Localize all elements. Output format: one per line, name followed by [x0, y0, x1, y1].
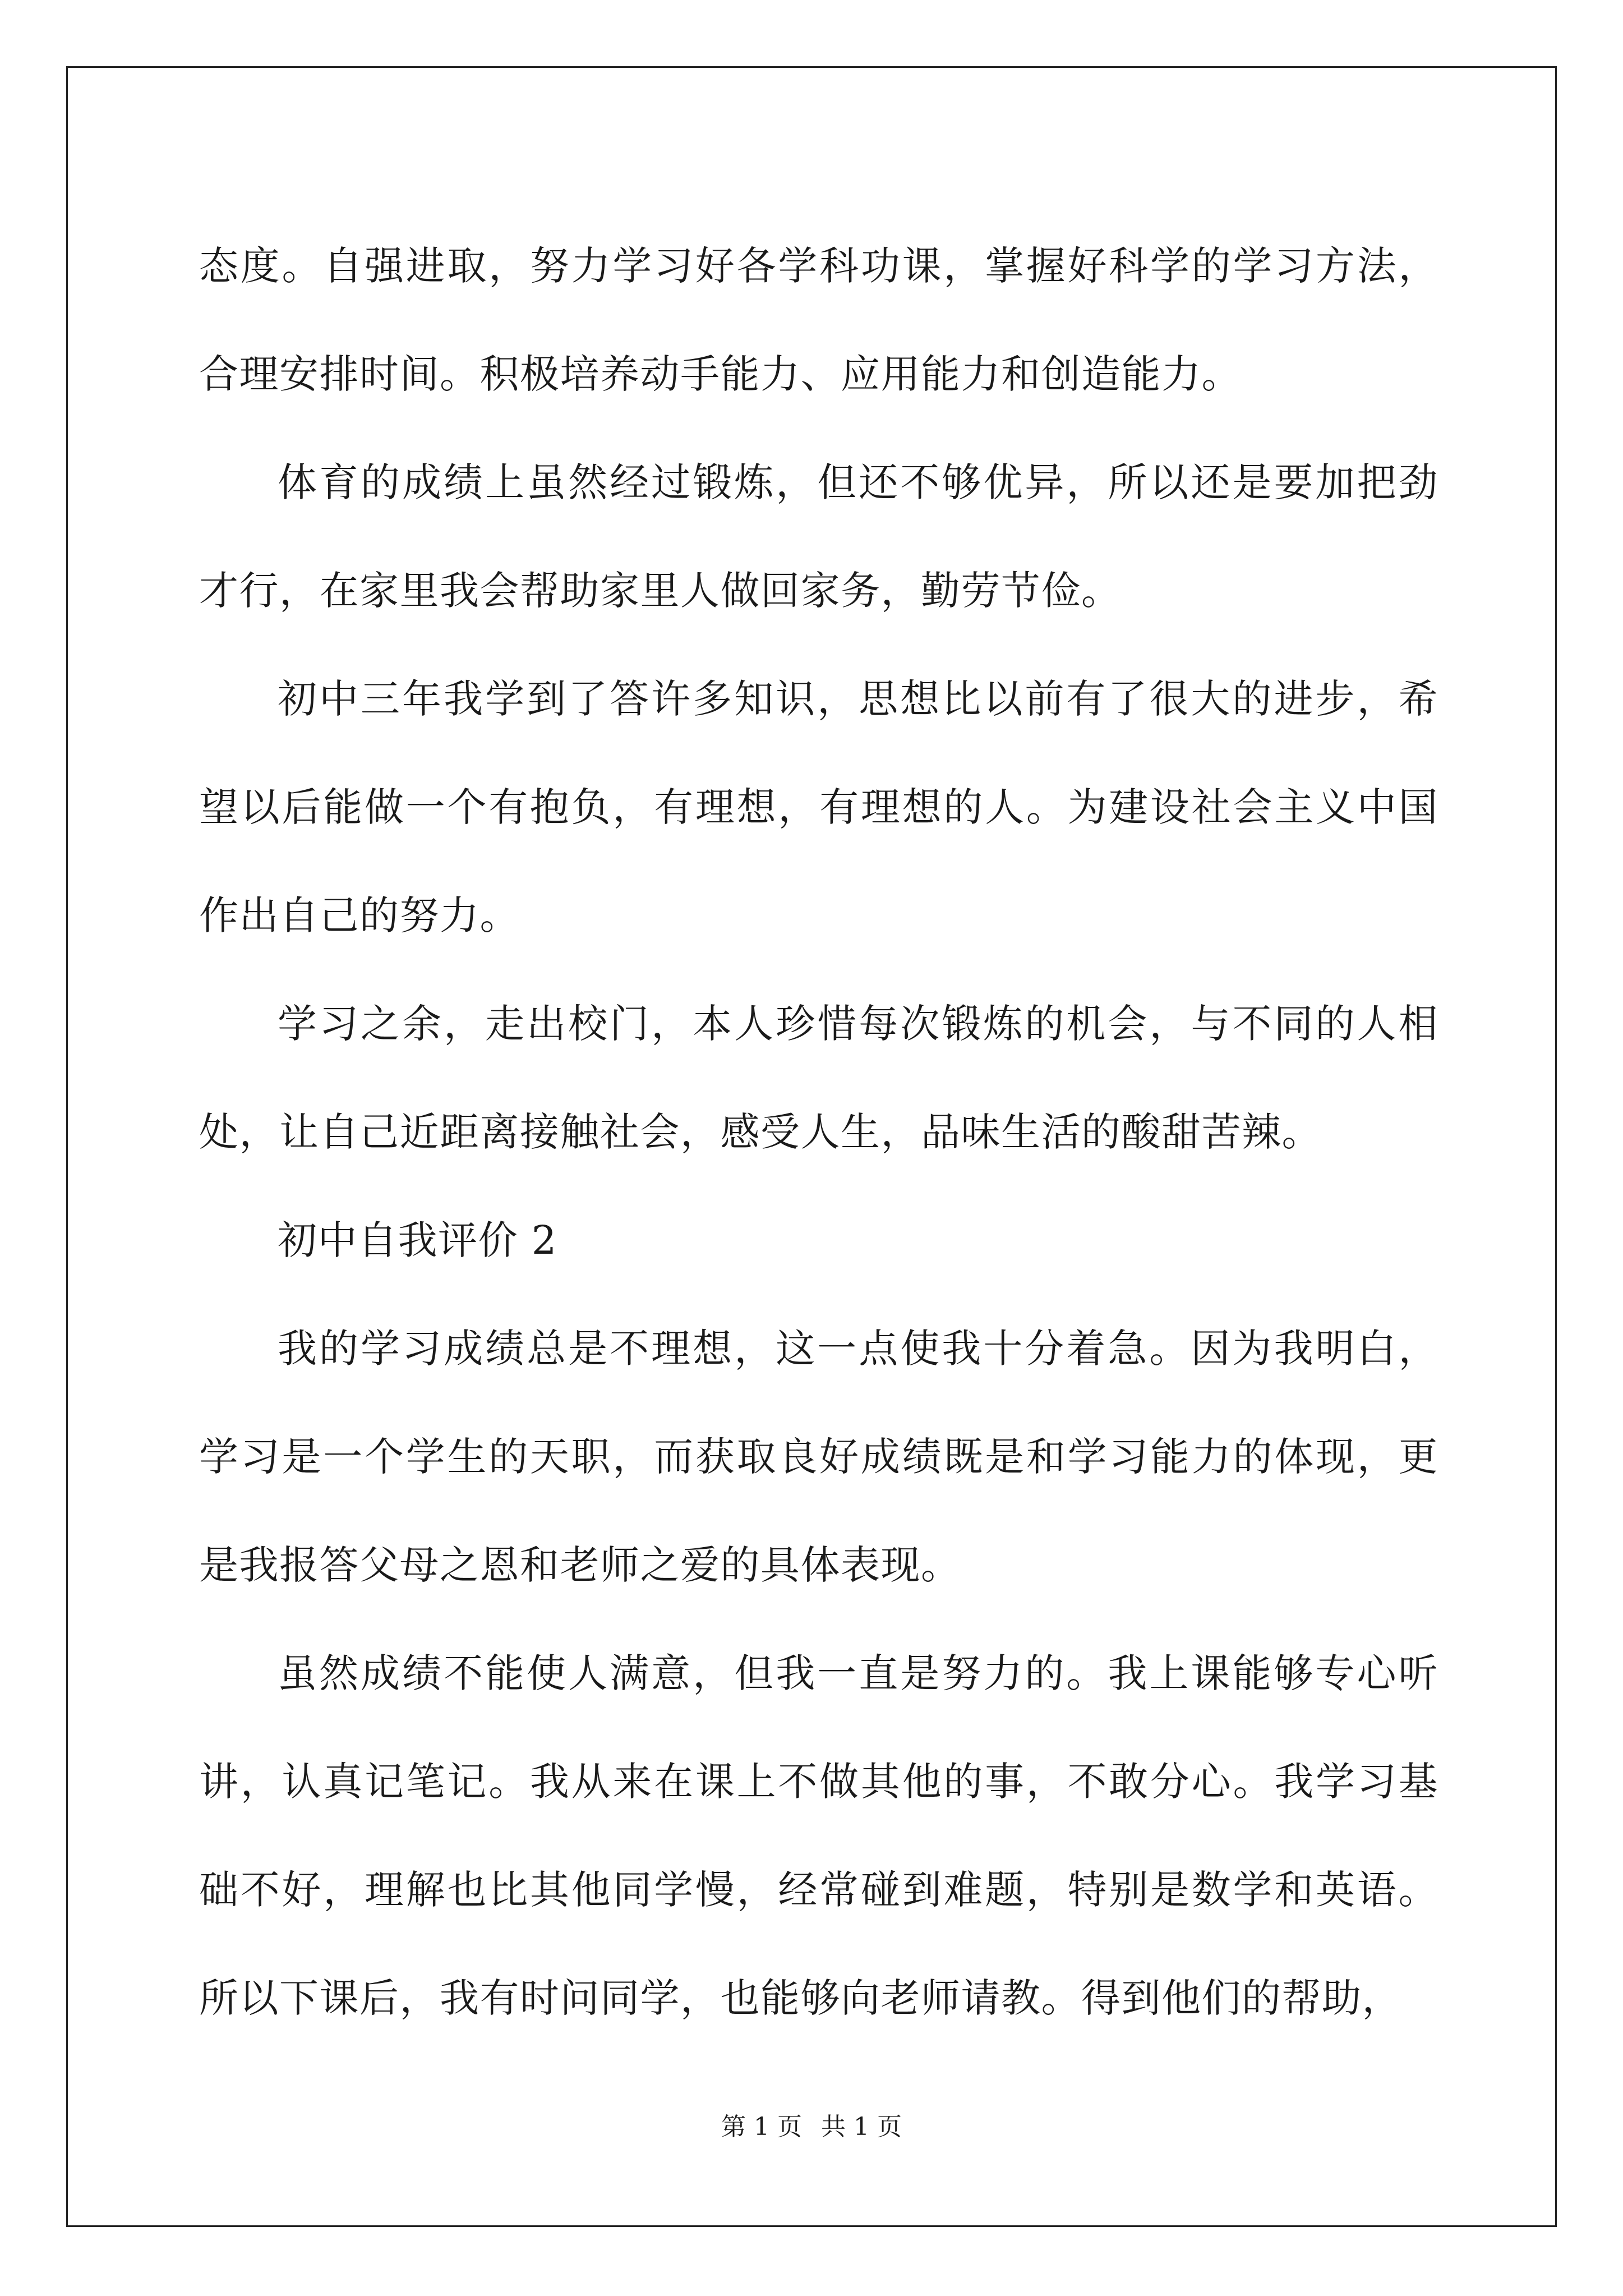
- paragraph-1: 态度。自强进取，努力学习好各学科功课，掌握好科学的学习方法，合理安排时间。积极培养动手能力、应用能力和创造能力。: [199, 243, 1438, 397]
- page-footer: [0, 2106, 1623, 2142]
- document-body: [199, 212, 1438, 2053]
- paragraph-3: 初中三年我学到了答许多知识，思想比以前有了很大的进步，希望以后能做一个有抱负，有理想，有理想的人。为建设社会主义中国作出自己的努力。: [199, 676, 1438, 938]
- page-number: 第 1 页: [721, 2113, 802, 2141]
- paragraph-4: 学习之余，走出校门，本人珍惜每次锻炼的机会，与不同的人相处，让自己近距离接触社会，感受人生，品味生活的酸甜苦辣。: [199, 1001, 1438, 1155]
- paragraph-2: 体育的成绩上虽然经过锻炼，但还不够优异，所以还是要加把劲才行，在家里我会帮助家里人做回家务，勤劳节俭。: [199, 459, 1438, 614]
- paragraph-5: 我的学习成绩总是不理想，这一点使我十分着急。因为我明白，学习是一个学生的天职，而获取良好成绩既是和学习能力的体现，更是我报答父母之恩和老师之爱的具体表现。: [199, 1326, 1438, 1588]
- section-heading: 初中自我评价 2: [278, 1217, 557, 1263]
- page-total: 共 1 页: [821, 2113, 902, 2141]
- paragraph-6: 虽然成绩不能使人满意，但我一直是努力的。我上课能够专心听讲，认真记笔记。我从来在课上不做其他的事，不敢分心。我学习基础不好，理解也比其他同学慢，经常碰到难题，特别是数学和英语。所以下课后，我有时问同学，也能够向老师请教。得到他们的帮助，: [199, 1650, 1438, 2021]
